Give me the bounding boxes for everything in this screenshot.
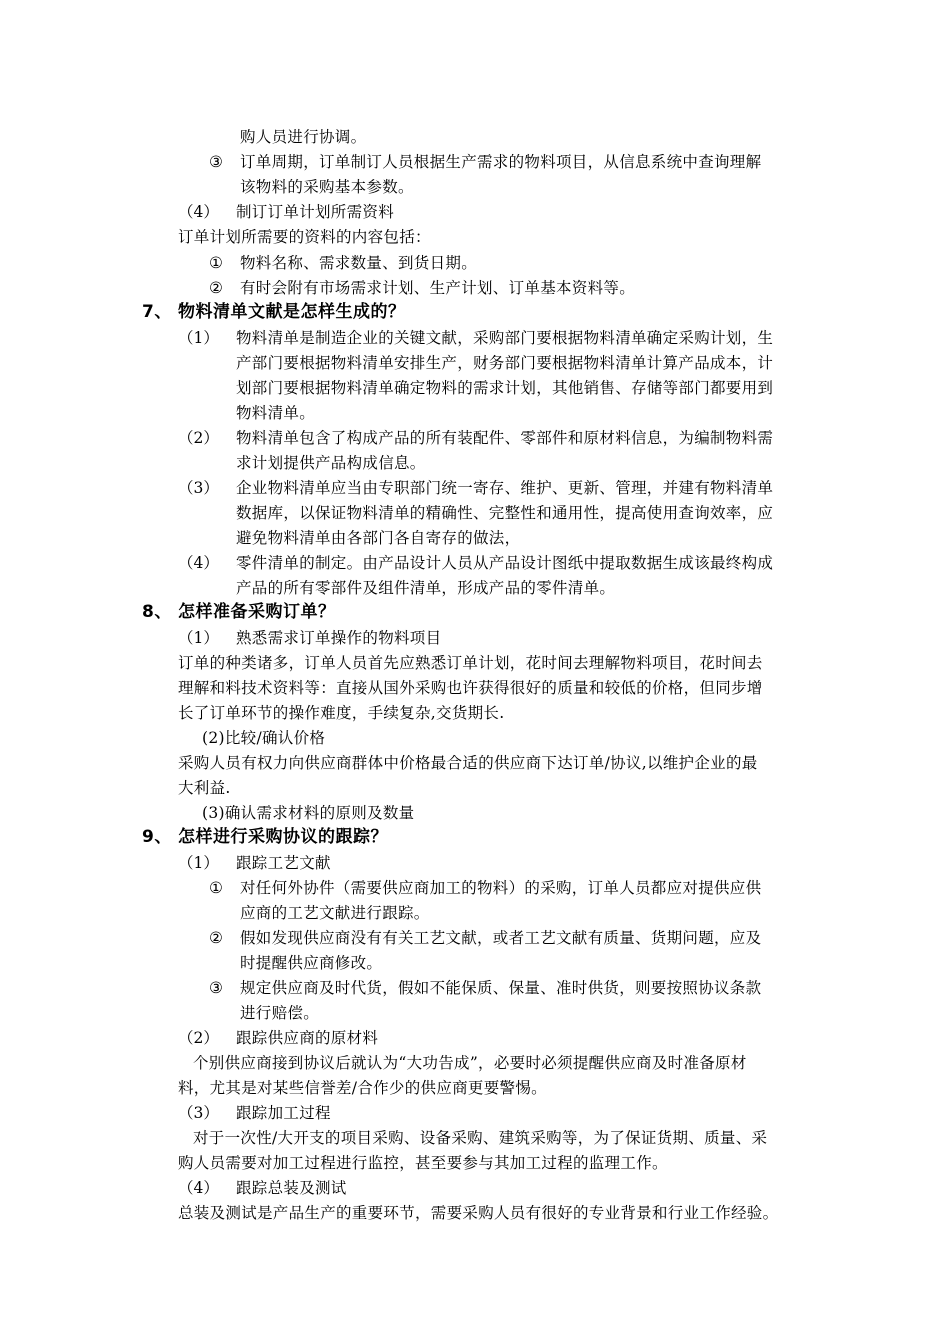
s8-item-1-marker: （1） xyxy=(178,629,219,647)
s9-c2-line-1: 假如发现供应商没有有关工艺文献，或者工艺文献有质量、货期问题，应及 xyxy=(240,929,762,947)
pre-c1-line: 物料名称、需求数量、到货日期。 xyxy=(240,254,478,272)
section-9-title: 怎样进行采购协议的跟踪？ xyxy=(178,827,388,847)
s9-c1-line-2: 应商的工艺文献进行跟踪。 xyxy=(240,904,430,922)
section-7-heading xyxy=(142,300,406,324)
s9-para-4-line: 总装及测试是产品生产的重要环节，需要采购人员有很好的专业背景和行业工作经验。 xyxy=(178,1204,779,1222)
s9-circled-2-marker: ② xyxy=(209,929,223,947)
s9-c1-line-1: 对任何外协件（需要供应商加工的物料）的采购，订单人员都应对提供应供 xyxy=(240,879,762,897)
s7-item-1-marker: （1） xyxy=(178,329,219,347)
s9-c2-line-2: 时提醒供应商修改。 xyxy=(240,954,383,972)
item-4-marker: （4） xyxy=(178,203,219,221)
s9-item-1-marker: （1） xyxy=(178,854,219,872)
section-8-title: 怎样准备采购订单？ xyxy=(178,602,336,622)
s7-item-4-marker: （4） xyxy=(178,554,219,572)
s9-para-3-line-1: 对于一次性/大开支的项目采购、设备采购、建筑采购等，为了保证货期、质量、采 xyxy=(193,1129,768,1147)
s8-para-1-line-1: 订单的种类诸多，订单人员首先应熟悉订单计划，花时间去理解物料项目，花时间去 xyxy=(178,654,763,672)
s7-item-4-line-1: 零件清单的制定。由产品设计人员从产品设计图纸中提取数据生成该最终构成 xyxy=(236,554,774,572)
s9-circled-1-marker: ① xyxy=(209,879,223,897)
s9-item-2-title: 跟踪供应商的原材料 xyxy=(236,1029,379,1047)
s7-item-1-line-1: 物料清单是制造企业的关键文献，采购部门要根据物料清单确定采购计划，生 xyxy=(236,329,774,347)
s7-item-2-marker: （2） xyxy=(178,429,219,447)
s7-item-1-line-2: 产部门要根据物料清单安排生产，财务部门要根据物料清单计算产品成本，计 xyxy=(236,354,774,372)
intro-line: 订单计划所需要的资料的内容包括： xyxy=(178,228,431,246)
s9-para-3-line-2: 购人员需要对加工过程进行监控，甚至要参与其加工过程的监理工作。 xyxy=(178,1154,668,1172)
s8-item-3-title: (3)确认需求材料的原则及数量 xyxy=(202,804,415,822)
section-9-number: 9、 xyxy=(142,827,172,847)
s9-item-3-title: 跟踪加工过程 xyxy=(236,1104,331,1122)
s7-item-4-line-2: 产品的所有零部件及组件清单，形成产品的零件清单。 xyxy=(236,579,616,597)
s7-item-3-line-1: 企业物料清单应当由专职部门统一寄存、维护、更新、管理，并建有物料清单 xyxy=(236,479,774,497)
s7-item-3-line-3: 避免物料清单由各部门各自寄存的做法， xyxy=(236,529,521,547)
section-8-heading xyxy=(142,600,336,624)
section-7-title: 物料清单文献是怎样生成的？ xyxy=(178,302,406,322)
s7-item-2-line-2: 求计划提供产品构成信息。 xyxy=(236,454,426,472)
s9-item-3-marker: （3） xyxy=(178,1104,219,1122)
circled-2-marker: ② xyxy=(209,279,223,297)
pre-line-1: 购人员进行协调。 xyxy=(240,128,367,146)
s9-para-2-line-2: 料，尤其是对某些信誉差/合作少的供应商更要警惕。 xyxy=(178,1079,547,1097)
s8-item-1-title: 熟悉需求订单操作的物料项目 xyxy=(236,629,442,647)
section-7-number: 7、 xyxy=(142,302,172,322)
s9-c3-line-2: 进行赔偿。 xyxy=(240,1004,320,1022)
s7-item-3-line-2: 数据库，以保证物料清单的精确性、完整性和通用性，提高使用查询效率，应 xyxy=(236,504,774,522)
s8-para-2-line-1: 采购人员有权力向供应商群体中价格最合适的供应商下达订单/协议,以维护企业的最 xyxy=(178,754,758,772)
s8-para-1-line-3: 长了订单环节的操作难度，手续复杂,交货期长. xyxy=(178,704,505,722)
s8-item-2-title: (2)比较/确认价格 xyxy=(202,729,326,747)
s9-para-2-line-1: 个别供应商接到协议后就认为“大功告成”，必要时必须提醒供应商及时准备原材 xyxy=(193,1054,747,1072)
s9-item-1-title: 跟踪工艺文献 xyxy=(236,854,331,872)
s7-item-1-line-4: 物料清单。 xyxy=(236,404,316,422)
s9-item-4-title: 跟踪总装及测试 xyxy=(236,1179,347,1197)
s9-item-2-marker: （2） xyxy=(178,1029,219,1047)
s9-c3-line-1: 规定供应商及时代货，假如不能保质、保量、准时供货，则要按照协议条款 xyxy=(240,979,762,997)
s7-item-2-line-1: 物料清单包含了构成产品的所有装配件、零部件和原材料信息，为编制物料需 xyxy=(236,429,774,447)
s7-item-3-marker: （3） xyxy=(178,479,219,497)
circled-1-marker: ① xyxy=(209,254,223,272)
item-4-title: 制订订单计划所需资料 xyxy=(236,203,395,221)
s9-circled-3-marker: ③ xyxy=(209,979,223,997)
pre-m3-line-1: 订单周期，订单制订人员根据生产需求的物料项目，从信息系统中查询理解 xyxy=(240,153,762,171)
section-9-heading xyxy=(142,825,388,849)
pre-c2-line: 有时会附有市场需求计划、生产计划、订单基本资料等。 xyxy=(240,279,636,297)
section-8-number: 8、 xyxy=(142,602,172,622)
s8-para-1-line-2: 理解和料技术资料等：直接从国外采购也许获得很好的质量和较低的价格，但同步增 xyxy=(178,679,763,697)
s9-item-4-marker: （4） xyxy=(178,1179,219,1197)
circled-3-marker: ③ xyxy=(209,153,223,171)
s7-item-1-line-3: 划部门要根据物料清单确定物料的需求计划，其他销售、存储等部门都要用到 xyxy=(236,379,774,397)
s8-para-2-line-2: 大利益. xyxy=(178,779,231,797)
pre-m3-line-2: 该物料的采购基本参数。 xyxy=(240,178,414,196)
